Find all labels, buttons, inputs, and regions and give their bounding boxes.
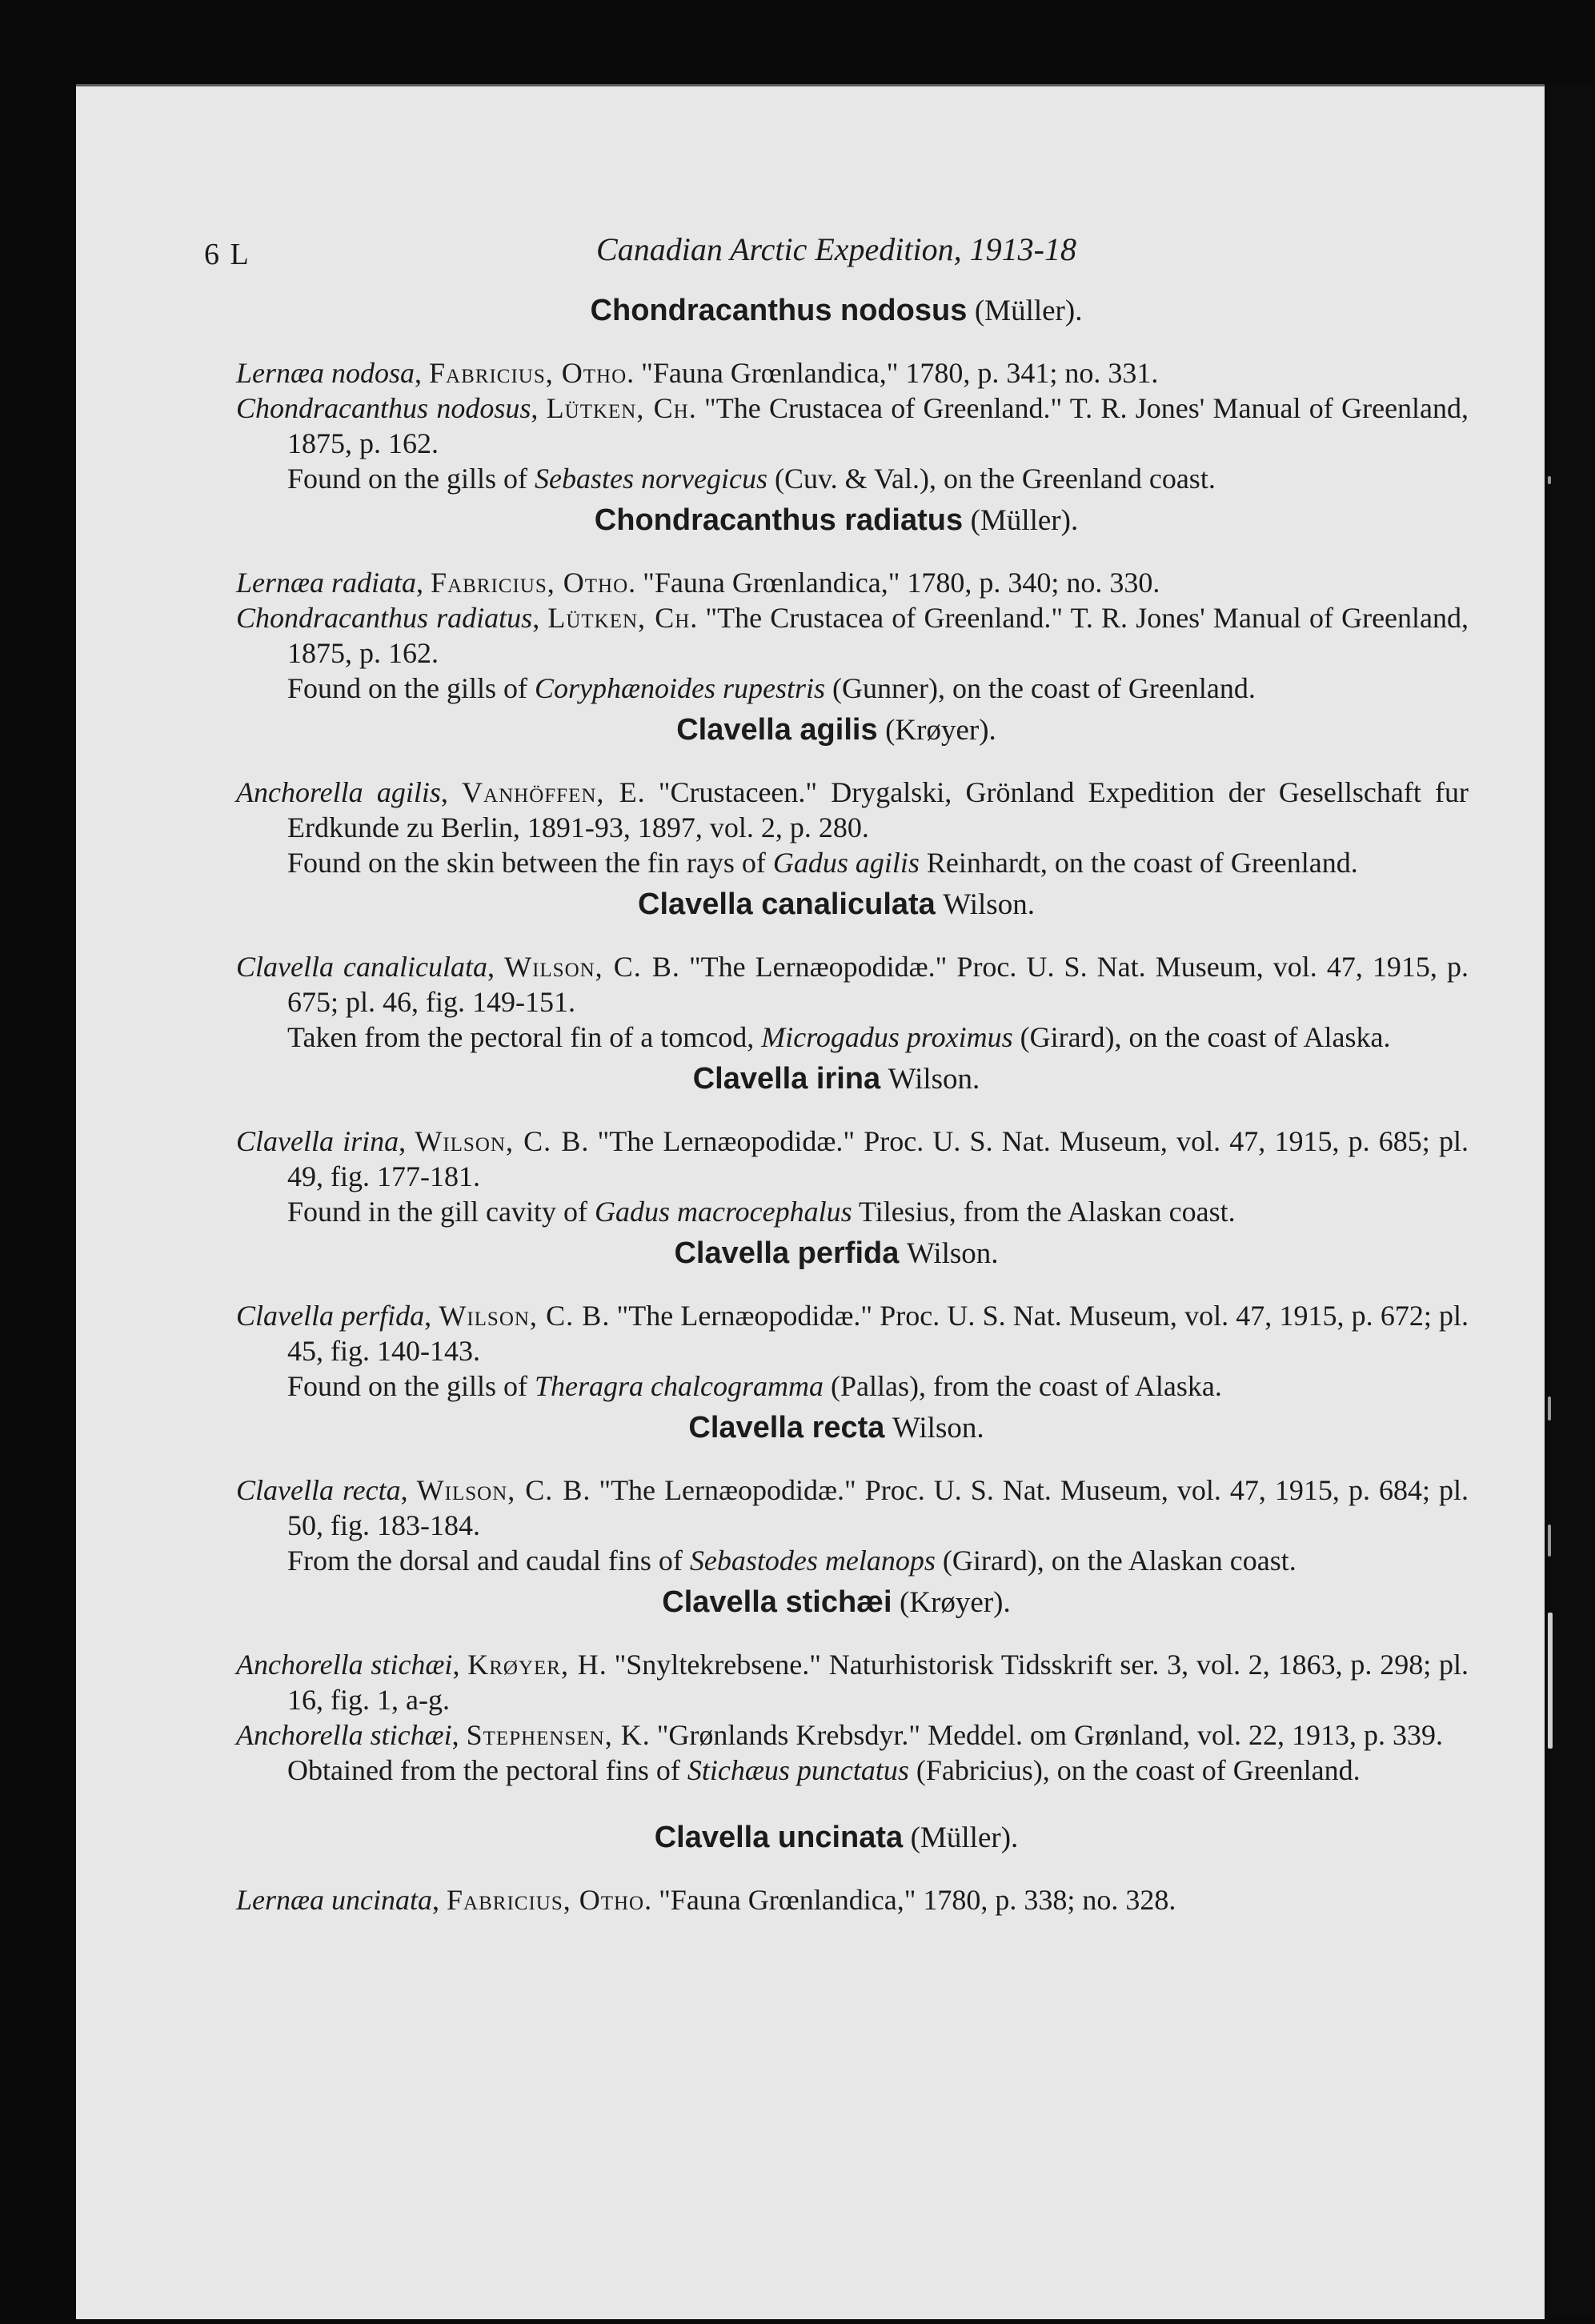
species-entry [204,1236,1469,1404]
reference-text: "The Crustacea of Greenland." T. R. Jones' Manual of Greenland, 1875, p. 162. [287,602,1469,669]
reference-text: "Crustaceen." Drygalski, Grönland Expedition der Gesellschaft fur Erdkunde zu Berlin, 1891-93, 1897, vol. 2, p. 280. [287,776,1469,843]
reference-text: "The Lernæopodidæ." Proc. U. S. Nat. Museum, vol. 47, 1915, p. 675; pl. 46, fig. 149-151. [287,951,1469,1018]
reference-author: Lütken, Ch [547,602,691,634]
host-note [204,1543,1469,1578]
species-entry [204,1585,1469,1788]
edge-mark [1548,1613,1553,1749]
host-note [204,1194,1469,1229]
species-heading [204,1410,1469,1445]
host-species: Stichæus punctatus [687,1754,909,1786]
edge-mark [1548,1525,1551,1557]
species-name: Clavella irina [692,1062,881,1096]
synonym-reference: Lernæa uncinata, Fabricius, Otho. "Fauna Grœnlandica," 1780, p. 338; no. 328. [236,1884,1176,1916]
synonym-reference: Chondracanthus radiatus, Lütken, Ch. "The Crustacea of Greenland." T. R. Jones' Manual of Greenland, 1875, p. 162. [236,602,1469,669]
synonym-name: Anchorella stichæi [236,1719,452,1751]
synonym-reference: Clavella canaliculata, Wilson, C. B. "The Lernæopodidæ." Proc. U. S. Nat. Museum, vol. 47, 1915, p. 675; pl. 46, fig. 149-151. [236,951,1469,1018]
synonym-name: Clavella perfida [236,1300,425,1332]
synonym-name: Chondracanthus nodosus [236,392,531,424]
species-name: Clavella perfida [674,1236,900,1270]
host-species: Gadus macrocephalus [594,1196,852,1228]
synonym-reference: Lernæa nodosa, Fabricius, Otho. "Fauna Grœnlandica," 1780, p. 341; no. 331. [236,357,1159,389]
reference-text: "The Crustacea of Greenland." T. R. Jones' Manual of Greenland, 1875, p. 162. [287,392,1469,459]
reference-author: Krøyer, H [467,1649,599,1681]
document-page [76,84,1545,2319]
species-authority: (Krøyer). [900,1586,1011,1619]
synonym-reference: Anchorella agilis, Vanhöffen, E. "Crustaceen." Drygalski, Grönland Expedition der Gesellschaft fur Erdkunde zu Berlin, 1891-93, 1897, vol. 2, p. 280. [236,776,1469,843]
synonym-reference: Chondracanthus nodosus, Lütken, Ch. "The Crustacea of Greenland." T. R. Jones' Manual of Greenland, 1875, p. 162. [236,392,1469,459]
synonym-reference: Anchorella stichæi, Stephensen, K. "Grønlands Krebsdyr." Meddel. om Grønland, vol. 22, 1913, p. 339. [236,1719,1444,1751]
note-text: (Girard), on the coast of Alaska. [1020,1021,1391,1053]
reference-text: "Grønlands Krebsdyr." Meddel. om Grønland, vol. 22, 1913, p. 339. [656,1719,1444,1751]
synonym-name: Clavella irina [236,1125,399,1157]
species-name: Clavella stichæi [662,1585,892,1619]
species-name: Clavella uncinata [654,1821,904,1854]
reference-text: "The Lernæopodidæ." Proc. U. S. Nat. Museum, vol. 47, 1915, p. 685; pl. 49, fig. 177-181. [287,1125,1469,1192]
reference-author: Wilson, C. B [415,1125,582,1157]
reference-author: Wilson, C. B [416,1474,583,1506]
reference-text: "Fauna Grœnlandica," 1780, p. 341; no. 331. [641,357,1159,389]
host-note [204,1020,1469,1055]
host-species: Theragra chalcogramma [535,1370,824,1402]
species-heading [204,712,1469,747]
species-heading [204,1820,1469,1855]
species-name: Clavella agilis [676,713,878,747]
page-content [204,230,1469,1917]
running-head [204,230,1469,286]
species-authority: Wilson. [892,1412,984,1444]
synonym-reference: Anchorella stichæi, Krøyer, H. "Snyltekrebsene." Naturhistorisk Tidsskrift ser. 3, vol. 2, 1863, p. 298; pl. 16, fig. 1, a-g. [236,1649,1469,1716]
species-authority: Wilson. [888,1063,980,1096]
edge-mark [1548,476,1551,484]
host-species: Sebastodes melanops [689,1545,936,1577]
note-text: (Gunner), on the coast of Greenland. [832,672,1256,704]
note-text: (Cuv. & Val.), on the Greenland coast. [774,463,1216,495]
synonym-name: Lernæa nodosa [236,357,415,389]
synonym-reference: Clavella perfida, Wilson, C. B. "The Lernæopodidæ." Proc. U. S. Nat. Museum, vol. 47, 1915, p. 672; pl. 45, fig. 140-143. [236,1300,1469,1367]
species-authority: (Müller). [970,504,1079,537]
synonym-name: Lernæa uncinata [236,1884,433,1916]
synonym-reference: Clavella recta, Wilson, C. B. "The Lernæopodidæ." Proc. U. S. Nat. Museum, vol. 47, 1915, p. 684; pl. 50, fig. 183-184. [236,1474,1469,1541]
synonym-name: Anchorella agilis [236,776,441,808]
synonym-reference: Lernæa radiata, Fabricius, Otho. "Fauna Grœnlandica," 1780, p. 340; no. 330. [236,567,1160,599]
host-species: Sebastes norvegicus [535,463,767,495]
note-text: From the dorsal and caudal fins of [287,1545,683,1577]
reference-author: Fabricius, Otho [429,357,627,389]
note-text: Found on the skin between the fin rays of [287,847,766,879]
reference-text: "Fauna Grœnlandica," 1780, p. 340; no. 330. [643,567,1160,599]
note-text: Found on the gills of [287,1370,528,1402]
note-text: Found in the gill cavity of [287,1196,587,1228]
species-authority: (Müller). [974,295,1083,327]
species-heading [204,887,1469,922]
running-title: Canadian Arctic Expedition, 1913-18 [596,231,1076,267]
edge-mark [1548,1396,1551,1420]
page-folio: 6 L [204,238,250,271]
reference-text: "The Lernæopodidæ." Proc. U. S. Nat. Museum, vol. 47, 1915, p. 672; pl. 45, fig. 140-143. [287,1300,1469,1367]
note-text: (Girard), on the Alaskan coast. [942,1545,1296,1577]
species-entry [204,712,1469,880]
reference-text: "Fauna Grœnlandica," 1780, p. 338; no. 328. [659,1884,1176,1916]
note-text: Reinhardt, on the coast of Greenland. [926,847,1358,879]
host-species: Microgadus proximus [761,1021,1013,1053]
reference-text: "The Lernæopodidæ." Proc. U. S. Nat. Museum, vol. 47, 1915, p. 684; pl. 50, fig. 183-184. [287,1474,1469,1541]
adjacent-page-edge [1545,84,1595,2317]
host-note [204,1368,1469,1404]
species-heading [204,1236,1469,1271]
host-note [204,845,1469,880]
note-text: Obtained from the pectoral fins of [287,1754,680,1786]
species-heading [204,1585,1469,1620]
species-name: Clavella recta [688,1411,885,1444]
species-entry [204,503,1469,706]
reference-author: Stephensen, K [466,1719,643,1751]
species-name: Clavella canaliculata [638,888,936,921]
reference-author: Fabricius, Otho [431,567,629,599]
synonym-name: Clavella canaliculata [236,951,488,983]
reference-author: Wilson, C. B [504,951,672,983]
host-note [204,1753,1469,1788]
synonym-name: Clavella recta [236,1474,401,1506]
host-species: Gadus agilis [772,847,920,879]
note-text: Found on the gills of [287,463,528,495]
note-text: Taken from the pectoral fin of a tomcod, [287,1021,755,1053]
reference-text: "Snyltekrebsene." Naturhistorisk Tidsskrift ser. 3, vol. 2, 1863, p. 298; pl. 16, fig. 1, a-g. [287,1649,1469,1716]
species-authority: (Müller). [910,1821,1019,1854]
host-note [204,671,1469,706]
host-species: Coryphænoides rupestris [535,672,826,704]
host-note [204,461,1469,496]
note-text: Found on the gills of [287,672,528,704]
species-entry [204,1061,1469,1229]
reference-author: Lütken, Ch [546,392,689,424]
note-text: (Pallas), from the coast of Alaska. [831,1370,1222,1402]
species-entry [204,1410,1469,1578]
reference-author: Vanhöffen, E [462,776,638,808]
species-authority: Wilson. [943,888,1035,921]
species-name: Chondracanthus radiatus [594,503,964,537]
reference-author: Wilson, C. B [439,1300,603,1332]
species-entry [204,293,1469,496]
species-name: Chondracanthus nodosus [590,294,968,327]
synonym-name: Anchorella stichæi [236,1649,453,1681]
note-text: (Fabricius), on the coast of Greenland. [916,1754,1361,1786]
reference-author: Fabricius, Otho [447,1884,645,1916]
synonym-name: Chondracanthus radiatus [236,602,533,634]
species-authority: Wilson. [906,1237,999,1270]
species-heading [204,1061,1469,1096]
species-heading [204,503,1469,538]
synonym-name: Lernæa radiata [236,567,417,599]
note-text: Tilesius, from the Alaskan coast. [858,1196,1236,1228]
species-entry [204,887,1469,1055]
species-heading [204,293,1469,328]
species-authority: (Krøyer). [885,714,996,747]
synonym-reference: Clavella irina, Wilson, C. B. "The Lernæopodidæ." Proc. U. S. Nat. Museum, vol. 47, 1915, p. 685; pl. 49, fig. 177-181. [236,1125,1469,1192]
species-entry [204,1820,1469,1917]
